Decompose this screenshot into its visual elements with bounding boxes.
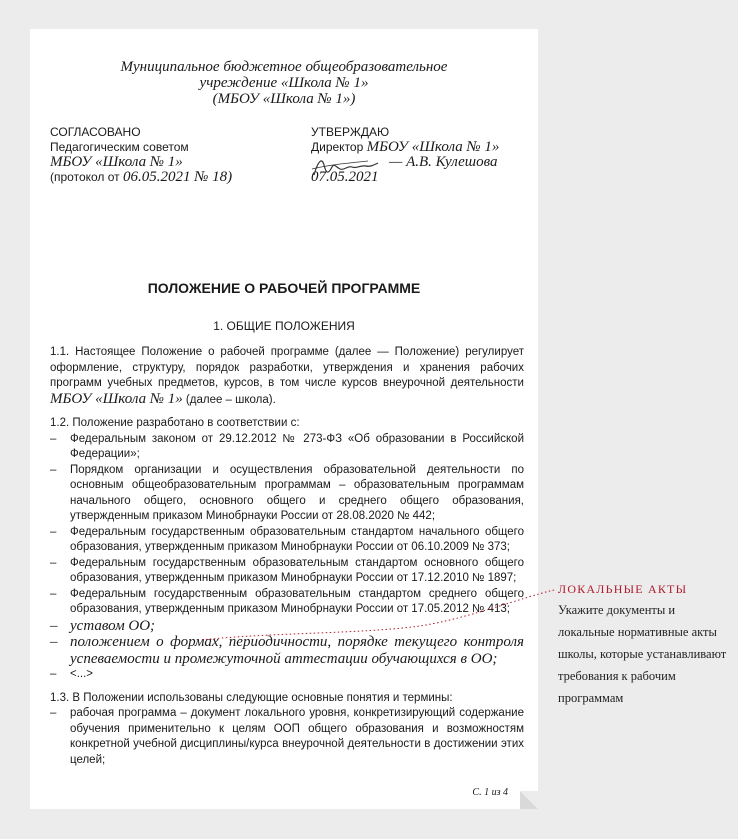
margin-note — [558, 582, 728, 709]
list-item-assessment: – положением о формах, периодичности, порядке текущего контроля успеваемости и промежуточной аттестации обучающихся в ОО; — [50, 634, 524, 667]
agreed-block — [50, 125, 232, 185]
list-item: – Федеральным государственным образовательным стандартом среднего общего образования, утвержденным приказом Минобрнауки России от 17.05.2012 № 413; — [50, 587, 524, 618]
list-item: – Федеральным государственным образовательным стандартом начального общего образования, утвержденным приказом Минобрнауки России от 06.10.2009 № 373; — [50, 525, 524, 556]
document-page — [30, 29, 538, 809]
approved-name-line: — А.В. Кулешова — [389, 154, 498, 170]
org-name-line2: учреждение «Школа № 1» — [199, 75, 369, 91]
agreed-protocol: (протокол от 06.05.2021 № 18) — [50, 169, 233, 185]
agreed-school: МБОУ «Школа № 1» — [50, 154, 183, 170]
list-item: – Порядком организации и осуществления образовательной деятельности по основным общеобразовательным программам – образовательным программам начального общего, основного общего и среднего общего образования, утвержденным приказом Минобрнауки России от 28.08.2020 № 442; — [50, 463, 524, 525]
page-number: С. 1 из 4 — [472, 787, 508, 798]
margin-note-text: Укажите документы и локальные нормативные акты школы, которые устанавливают требования к рабочим программам — [558, 603, 727, 705]
approved-label: УТВЕРЖДАЮ — [311, 125, 390, 139]
document-body — [50, 345, 524, 768]
org-name-line3: (МБОУ «Школа № 1») — [212, 91, 356, 107]
paragraph-1-1: 1.1. Настоящее Положение о рабочей программе (далее — Положение) регулирует оформление, структуру, порядок разработки, утверждения и хранения рабочих программ учебных предметов, курсов, в том числе курсов внеурочной деятельности МБОУ «Школа № 1» (далее – школа). — [50, 346, 524, 407]
page-fold-corner — [520, 791, 538, 809]
list-item: – Федеральным законом от 29.12.2012 № 273-ФЗ «Об образовании в Российской Федерации»; — [50, 432, 524, 463]
paragraph-1-3-intro: 1.3. В Положении использованы следующие основные понятия и термины: — [50, 691, 453, 704]
director-signature — [308, 153, 380, 181]
approved-director: Директор МБОУ «Школа № 1» — [311, 139, 500, 155]
document-title: ПОЛОЖЕНИЕ О РАБОЧЕЙ ПРОГРАММЕ — [147, 280, 421, 296]
agreed-label: СОГЛАСОВАНО — [50, 125, 141, 139]
approved-date: 07.05.2021 — [311, 169, 379, 185]
section-heading: 1. ОБЩИЕ ПОЛОЖЕНИЯ — [213, 319, 355, 333]
paragraph-1-2-intro: 1.2. Положение разработано в соответствии с: — [50, 417, 300, 429]
list-item-etc: – <...> — [50, 667, 524, 683]
list-item-charter: – уставом ОО; — [50, 618, 524, 635]
list-item: – Федеральным государственным образовательным стандартом основного общего образования, утвержденным приказом Минобрнауки России от 17.12.2010 № 1897; — [50, 556, 524, 587]
list-item-definition: – рабочая программа – документ локального уровня, конкретизирующий содержание обучения применительно к целям ООП общего образования и возможностям конкретной учебной дисциплины/курса внеурочной деятельности в достижении этих целей; — [50, 706, 524, 768]
organization-header — [30, 59, 538, 107]
margin-note-title: ЛОКАЛЬНЫЕ АКТЫ — [558, 582, 688, 596]
agreed-council: Педагогическим советом — [50, 140, 189, 154]
org-name-line1: Муниципальное бюджетное общеобразовательное — [120, 59, 448, 75]
